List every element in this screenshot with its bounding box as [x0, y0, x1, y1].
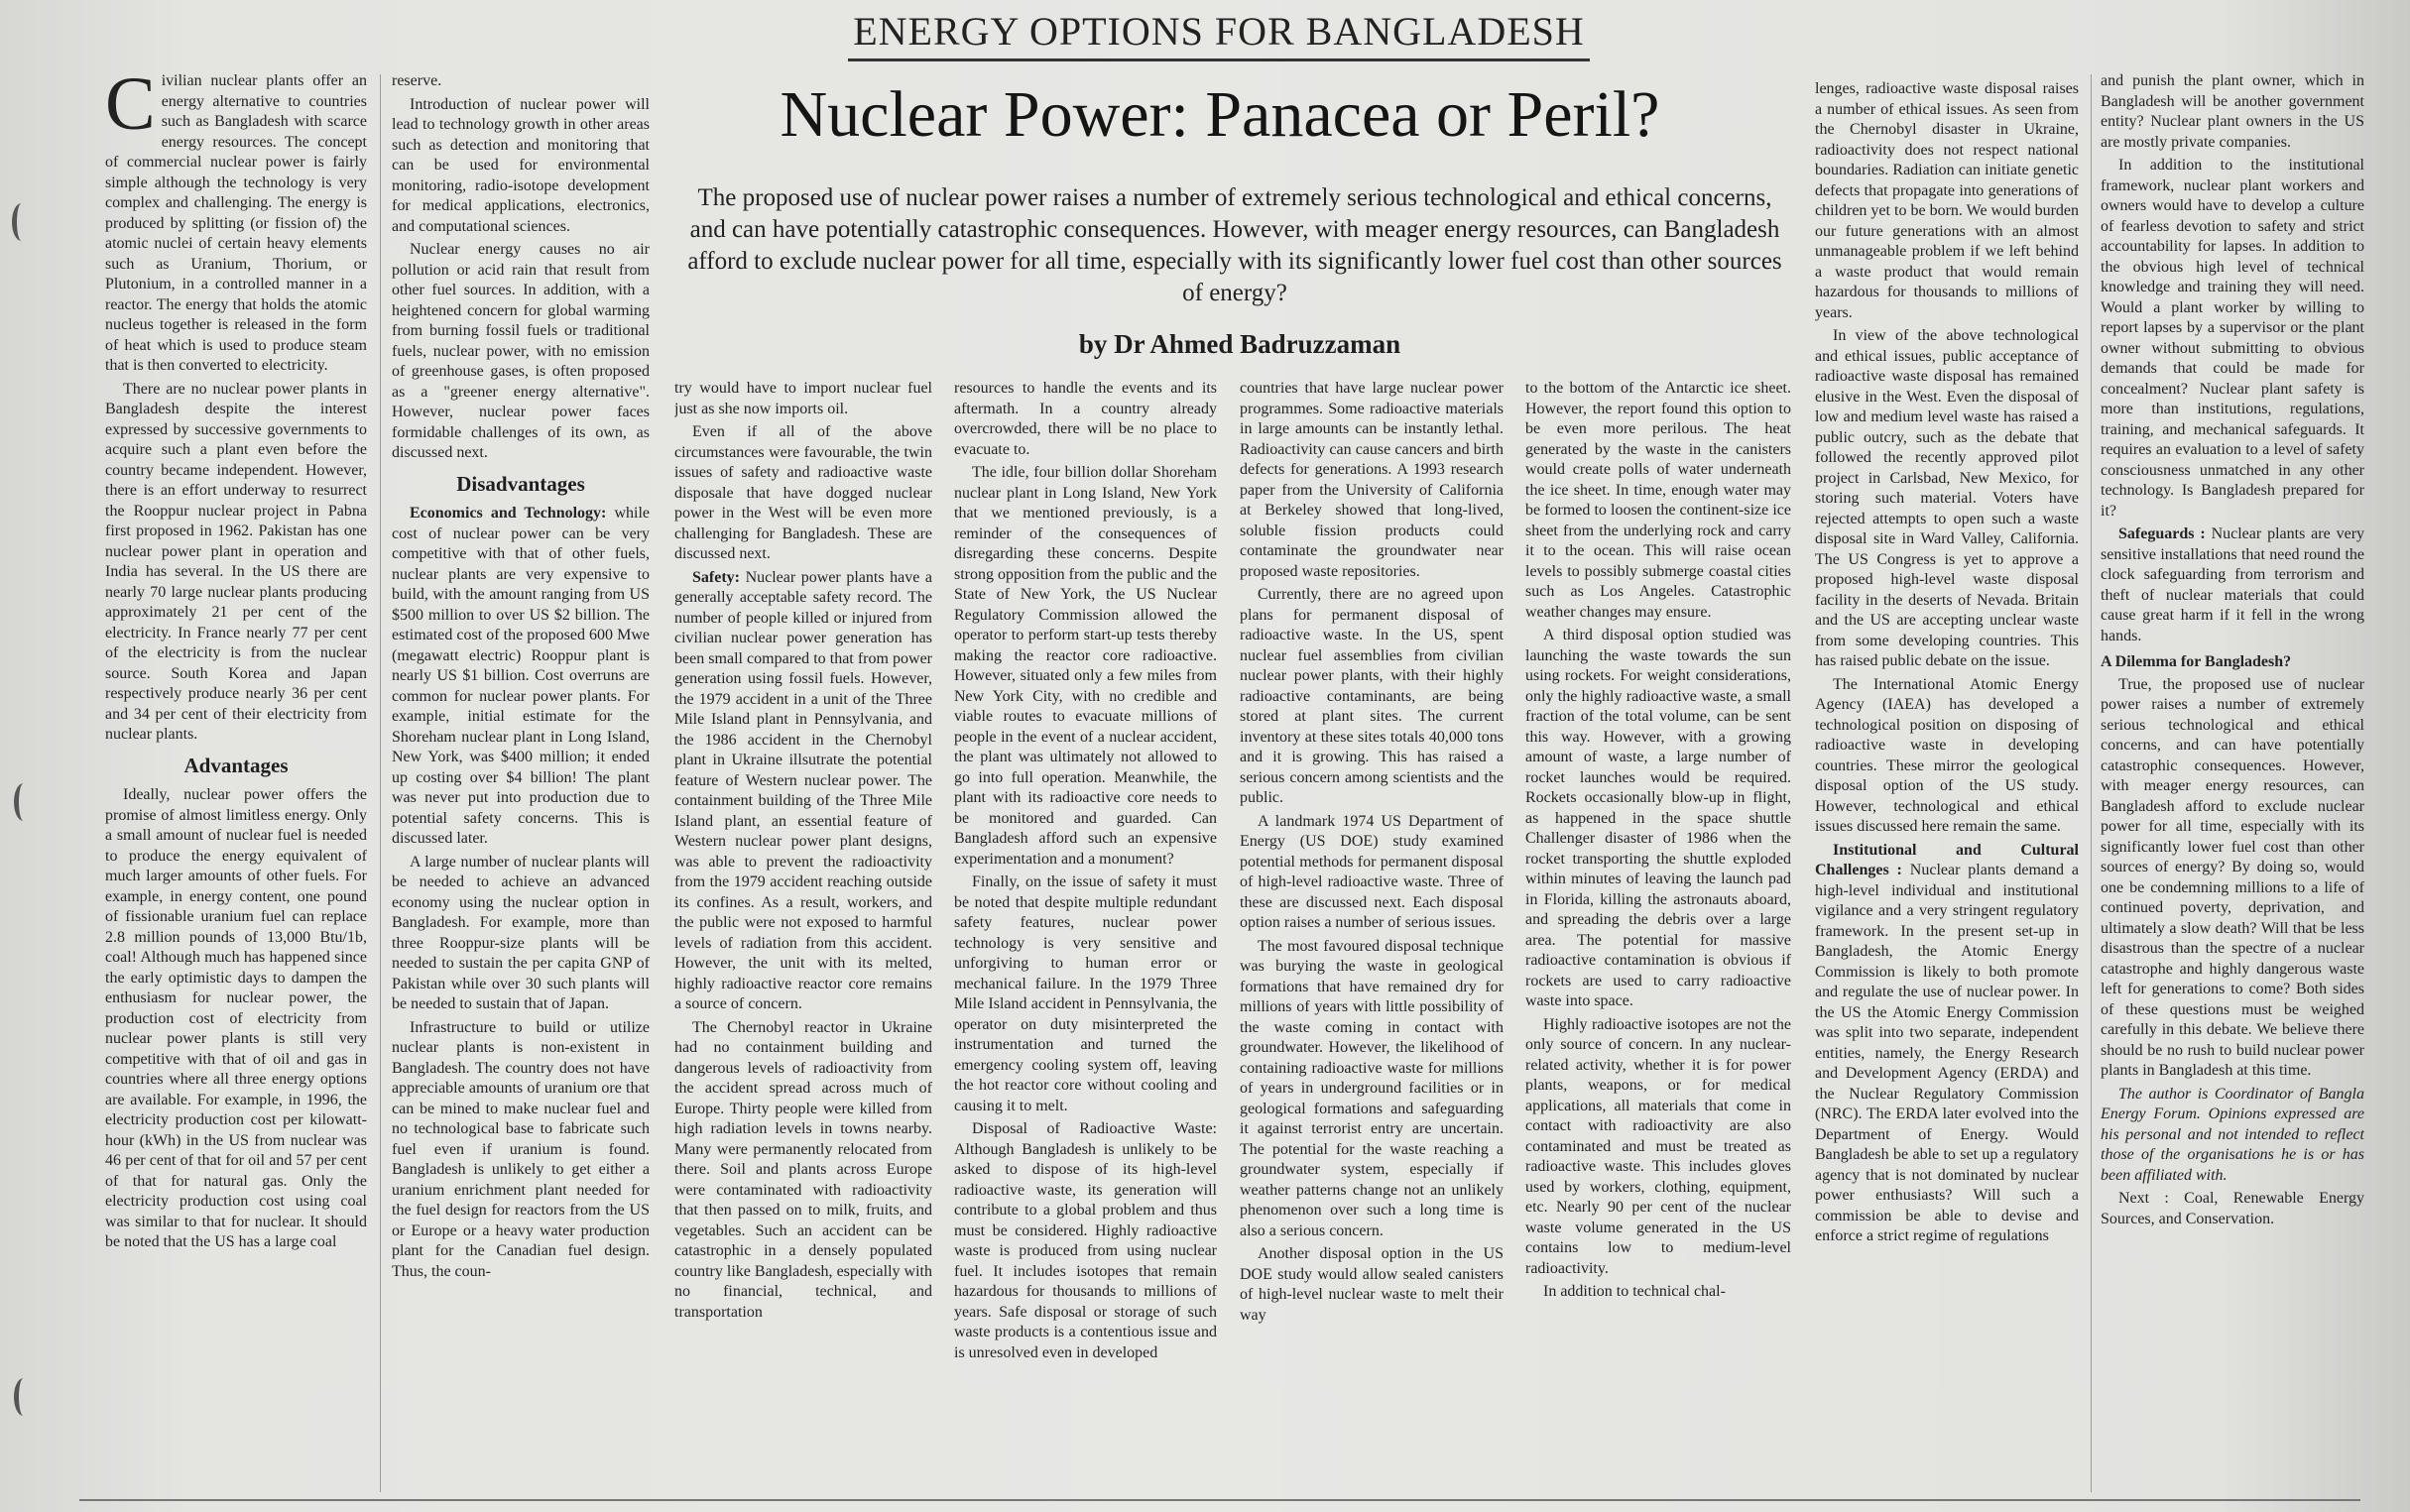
paragraph: countries that have large nuclear power programmes. Some radioactive materials in large amounts can be instantly lethal. Radioactivity can cause cancers and birth defects for generations. A 1993 research paper from the University of California at Berkeley showed that long-lived, soluble fission products could contaminate the groundwater near proposed waste repositories. [1240, 380, 1504, 580]
binding-mark [14, 1378, 33, 1416]
paragraph: Institutional and Cultural Challenges : Nuclear plants demand a high-level individual and institutional vigilance and a very stringent regulatory framework. In the present set-up in Bangladesh, the Atomic Energy Commission is likely to both promote and regulate the use of nuclear power. In the US the Atomic Energy Commission was split into two separate, independent entities, namely, the Energy Research and Development Agency (ERDA) and the Nuclear Regulatory Commission (NRC). The ERDA later evolved into the Department of Energy. Would Bangladesh be able to set up a regulatory agency that is not dominated by nuclear power enthusiasts? Will such a commission be able to devise and enforce a strict regime of regulations [1815, 841, 2079, 1244]
paragraph-lead: Institutional and Cultural Challenges : [1815, 841, 2079, 878]
paragraph: lenges, radioactive waste disposal raises a number of ethical issues. As seen from the Chernobyl disaster in Ukraine, radioactivity does not respect national boundaries. Radiation can initiate genetic defects that propagate into generations of children yet to be born. We would burden our future generations with an almost unmanageable problem if we left behind a waste product that would remain hazardous for thousands to millions of years. [1815, 80, 2079, 321]
paragraph: The International Atomic Energy Agency (IAEA) has developed a technological position on disposing of radioactive waste in developing countries. These mirror the geological disposal option of the US study. However, technological and ethical issues discussed here remain the same. [1815, 675, 2079, 835]
column-rule [380, 74, 381, 1492]
paragraph: Economics and Technology: while cost of nuclear power can be very competitive with that of other fuels, nuclear plants are very expensive to build, with the amount ranging from US $500 million to over US $2 billion. The estimated cost of the proposed 600 Mwe (megawatt electric) Rooppur plant is nearly US $1 billion. Cost overruns are common for nuclear power plants. For example, initial estimate for the Shoreham nuclear plant in Long Island, New York, was $400 million; it ended up costing over $4 billion! The plant was never put into production due to potential safety concerns. This is discussed later. [392, 505, 650, 847]
article-column-8 [2101, 71, 2364, 1499]
paragraph: Another disposal option in the US DOE study would allow sealed canisters of high-level nuclear waste to melt their way [1240, 1245, 1504, 1324]
paragraph: In view of the above technological and ethical issues, public acceptance of radioactive waste disposal has remained elusive in the West. Even the disposal of low and medium level waste has raised a public outcry, such as the debate that followed the recently approved pilot project in Carlsbad, New Mexico, for storing such material. Voters have rejected attempts to open such a waste disposal site in Ward Valley, California. The US Congress is yet to approve a proposed high-level waste disposal facility in the deserts of Nevada. Britain and the US are accepting unclear waste from some developing countries. This has raised public debate on the issue. [1815, 327, 2079, 669]
paragraph: A large number of nuclear plants will be needed to achieve an advanced economy using the nuclear option in Bangladesh. For example, more than three Rooppur-size plants will be needed to sustain the per capita GNP of Pakistan while over 30 such plants will be needed to sustain that of Japan. [392, 853, 650, 1012]
article-column-4 [954, 379, 1217, 1499]
paragraph: A landmark 1974 US Department of Energy (US DOE) study examined potential methods for permanent disposal of high-level radioactive waste. Three of these are discussed next. Each disposal option raises a number of serious issues. [1240, 812, 1504, 931]
paragraph-lead: Economics and Technology: [410, 505, 607, 522]
paragraph: Currently, there are no agreed upon plans for permanent disposal of radioactive waste. In the US, spent nuclear fuel assemblies from civilian nuclear power plants, with their highly radioactive contaminants, are being stored at plant sites. The current inventory at these sites totals 40,000 tons and it is growing. This has raised a serious concern among scientists and the public. [1240, 586, 1504, 806]
paragraph: Nuclear energy causes no air pollution or acid rain that result from other fuel sources. In addition, with a heightened concern for global warming from burning fossil fuels or traditional fuels, nuclear power, with no emission of greenhouse gases, is often proposed as a "greener energy alternative". However, nuclear power faces formidable challenges of its own, as discussed next. [392, 241, 650, 461]
article-column-6 [1525, 379, 1791, 1499]
paragraph: Civilian nuclear plants offer an energy alternative to countries such as Bangladesh with scarce energy resources. The concept of commercial nuclear power is fairly simple although the technology is very complex and challenging. The energy is produced by splitting (or fission of) the atomic nuclei of certain heavy elements such as Uranium, Thorium, or Plutonium, in a controlled manner in a reactor. The energy that holds the atomic nucleus together is released in the form of heat which is used to produce steam that is then converted to electricity. [105, 71, 367, 374]
paragraph: Introduction of nuclear power will lead to technology growth in other areas such as detection and monitoring that can be used for environmental monitoring, radio-isotope development for medical applications, electronics, and computational sciences. [392, 95, 650, 235]
next-installment-note: Next : Coal, Renewable Energy Sources, and Conservation. [2101, 1190, 2364, 1227]
paragraph: Infrastructure to build or utilize nuclear plants is non-existent in Bangladesh. The country does not have appreciable amounts of uranium ore that can be mined to make nuclear fuel and no technological base to fabricate such fuel even if uranium is found. Bangladesh is unlikely to get either a uranium enrichment plant needed for the fuel design for reactors from the US or Europe or a heavy water production plant for the Canadian fuel design. Thus, the coun- [392, 1018, 650, 1280]
subheading-advantages: Advantages [183, 753, 289, 777]
article-column-2 [392, 71, 650, 1499]
article-column-3 [674, 379, 932, 1499]
binding-mark [14, 783, 33, 821]
paragraph: There are no nuclear power plants in Bangladesh despite the interest expressed by successive governments to acquire such a plant even before the country became independent. However, there is an effort underway to resurrect the Rooppur nuclear project in Pabna first proposed in 1962. Pakistan has one nuclear power plant in operation and India has several. In the US there are nearly 70 large nuclear plants producing approximately 21 per cent of the electricity. In France nearly 77 per cent of the electricity is from the nuclear source. South Korea and Japan respectively produce nearly 36 per cent and 34 per cent of their electricity from nuclear plants. [105, 380, 367, 743]
paragraph: reserve. [392, 72, 442, 89]
paragraph-lead: Safety: [692, 568, 740, 586]
column-rule [2091, 74, 2092, 1492]
subheading-disadvantages: Disadvantages [456, 471, 585, 496]
paragraph: to the bottom of the Antarctic ice sheet. However, the report found this option to be even more perilous. The heat generated by the waste in the canisters would create polls of water underneath the ice sheet. In time, enough water may be formed to loosen the continent-size ice sheet from the underlying rock and carry it to the ocean. This will raise ocean levels to possibly submerge coastal cities such as Los Angeles. Catastrophic weather changes may ensure. [1525, 380, 1791, 621]
drop-cap: C [105, 71, 156, 146]
paragraph: The idle, four billion dollar Shoreham nuclear plant in Long Island, New York that we mentioned previously, is a reminder of the consequences of disregarding these concerns. Despite strong opposition from the public and the State of New York, the US Nuclear Regulatory Commission allowed the operator to perform start-up tests thereby making the reactor core radioactive. However, situated only a few miles from New York City, with no credible and viable routes to evacuate millions of people in the event of a nuclear accident, the plant was ultimately not allowed to go into full operation. Meanwhile, the plant with its radioactive core needs to be monitored and guarded. Can Bangladesh afford such an expensive experimentation and a monument? [954, 464, 1217, 868]
paragraph: True, the proposed use of nuclear power raises a number of extremely serious technological and ethical concerns, and can have potentially catastrophic consequences. However, with meager energy resources, can Bangladesh afford to exclude nuclear power for all time, especially with its significantly lower fuel cost than other sources of energy? By doing so, would one be condemning millions to a life of continued poverty, deprivation, and ultimately a slow death? Will that be less disastrous than the spectre of a nuclear catastrophe and highly dangerous waste left for generations to come? Both sides of these questions must be weighed carefully in this debate. We believe there should be no rush to build nuclear power plants in Bangladesh at this time. [2101, 675, 2364, 1079]
paragraph: resources to handle the events and its aftermath. In a country already overcrowded, there will be no place to evacuate to. [954, 380, 1217, 458]
paragraph: and punish the plant owner, which in Bangladesh will be another government entity? Nuclear plant owners in the US are mostly private companies. [2101, 72, 2364, 151]
article-column-1 [105, 71, 367, 1499]
paragraph: Ideally, nuclear power offers the promise of almost limitless energy. Only a small amount of nuclear fuel is needed to produce the energy equivalent of much larger amounts of other fuels. For example, in energy content, one pound of fissionable uranium fuel can replace 2.8 million pounds of 13,000 Btu/1b, coal! Although much has happened since the early optimistic days to dampen the enthusiasm for nuclear power, the production cost of electricity from nuclear power plants is still very competitive with that of oil and gas in countries where all three energy options are available. For example, in 1996, the electricity production cost per kilowatt-hour (kWh) in the US from nuclear was 46 per cent of that for oil and 57 per cent of that for natural gas. Only the electricity production cost using coal was similar to that for nuclear. It should be noted that the US has a large coal [105, 786, 367, 1250]
bottom-rule [79, 1499, 2360, 1501]
paragraph: try would have to import nuclear fuel just as she now imports oil. [674, 380, 932, 417]
author-note: The author is Coordinator of Bangla Energy Forum. Opinions expressed are his personal and not intended to reflect those of the organisations he is or has been affiliated with. [2101, 1085, 2364, 1184]
article-column-7 [1815, 79, 2079, 1499]
paragraph: Highly radioactive isotopes are not the only source of concern. In any nuclear-related activity, whether it is for power plants, weapons, or for medical applications, all materials that come in contact with radioactivity are also contaminated and must be treated as radioactive waste. This includes gloves used by workers, clothing, equipment, etc. Nearly 90 per cent of the nuclear waste volume generated in the US contains low to medium-level radioactivity. [1525, 1015, 1791, 1277]
paragraph: Safety: Nuclear power plants have a generally acceptable safety record. The number of people killed or injured from civilian nuclear power generation has been small compared to that from power generation using fossil fuels. However, the 1979 accident in a unit of the Three Mile Island plant in Pennsylvania, and the 1986 accident in the Chernobyl plant in Ukraine illsutrate the potential feature of Western nuclear power. The containment building of the Three Mile Island plant, an essential feature of Western nuclear power plant designs, was able to prevent the radioactivity from the 1979 accident reaching outside its confines. As a result, workers, and the public were not exposed to harmful levels of radiation from this accident. However, the unit with its melted, highly radioactive reactor core remains a source of concern. [674, 568, 932, 1012]
subheading-dilemma: A Dilemma for Bangladesh? [2101, 653, 2292, 670]
paragraph: The Chernobyl reactor in Ukraine had no containment building and dangerous levels of radioactivity from the accident spread across much of Europe. Thirty people were killed from high radiation levels in towns nearby. Many were permanently relocated from there. Soil and plants across Europe were contaminated with radioactivity that then passed on to milk, fruits, and vegetables. Such an accident can be catastrophic in a densely populated country like Bangladesh, especially with no financial, technical, and transportation [674, 1018, 932, 1321]
standfirst: The proposed use of nuclear power raises a number of extremely serious technological and ethical concerns, and can have potentially catastrophic consequences. However, with meager energy resources, can Bangladesh afford to exclude nuclear power for all time, especially with its significantly lower fuel cost than other sources of energy? [687, 184, 1782, 306]
byline: by Dr Ahmed Badruzzaman [1078, 329, 1401, 359]
section-heading: ENERGY OPTIONS FOR BANGLADESH [848, 8, 1590, 61]
paragraph: In addition to the institutional framework, nuclear plant workers and owners would have to develop a culture of fearless devotion to safety and strict accountability for lapses. In addition to the obvious high level of technical knowledge and training they will need. Would a plant worker by willing to report lapses by a supervisor or the plant owner without submitting to obvious demands that could be made for concealment? Nuclear plant safety is more than institutions, regulations, training, and mechanical safeguards. It requires an evaluation to a level of safety consciousness unmatched in any other technology. Is Bangladesh prepared for it? [2101, 157, 2364, 520]
paragraph: Disposal of Radioactive Waste: Although Bangladesh is unlikely to be asked to dispose of its high-level radioactive waste, its generation will contribute to a global problem and thus must be considered. Highly radioactive waste is produced from using nuclear fuel. It includes isotopes that remain hazardous for thousands to millions of years. Safe disposal or storage of such waste products is a contentious issue and is unresolved even in developed [954, 1120, 1217, 1361]
paragraph: Safeguards : Nuclear plants are very sensitive installations that need round the clock safeguarding from terrorism and theft of nuclear materials that could cause great harm if it fell in the wrong hands. [2101, 525, 2364, 644]
headline: Nuclear Power: Panacea or Peril? [780, 78, 1660, 151]
paragraph: A third disposal option studied was launching the waste towards the sun using rockets. For weight considerations, only the highly radioactive waste, a small fraction of the total volume, can be sent this way. However, with a growing amount of waste, a large number of rocket launches would be required. Rockets occasionally blow-up in flight, as happened in the space shuttle Challenger disaster of 1986 when the rocket transporting the shuttle exploded within minutes of leaving the launch pad in Florida, killing the astronauts aboard, and spreading the debris over a large area. The potential for massive radioactive contamination is obvious if rockets are used to carry radioactive waste into space. [1525, 627, 1791, 1009]
paragraph: In addition to technical chal- [1543, 1283, 1726, 1300]
article-column-5 [1240, 379, 1504, 1499]
paragraph: The most favoured disposal technique was burying the waste in geological formations that have remained dry for millions of years with little possibility of the waste coming in contact with groundwater. However, the likelihood of containing radioactive waste for millions of years in underground facilities or in geological formations and safeguarding it against terrorist entry are uncertain. The potential for the waste reaching a groundwater system, especially if weather patterns change not an unlikely phenomenon over such a long time is also a serious concern. [1240, 937, 1504, 1239]
paragraph-lead: Safeguards : [2118, 525, 2206, 542]
paragraph: Finally, on the issue of safety it must be noted that despite multiple redundant safety features, nuclear power technology is very sensitive and unforgiving to human error or mechanical failure. In the 1979 Three Mile Island accident in Pennsylvania, the operator on duty misinterpreted the instrumentation and turned the emergency cooling system off, leaving the hot reactor core without cooling and causing it to melt. [954, 873, 1217, 1114]
paragraph: Even if all of the above circumstances were favourable, the twin issues of safety and radioactive waste disposale that have dogged nuclear power in the West will be even more challenging for Bangladesh. These are discussed next. [674, 423, 932, 562]
binding-mark [12, 203, 31, 241]
